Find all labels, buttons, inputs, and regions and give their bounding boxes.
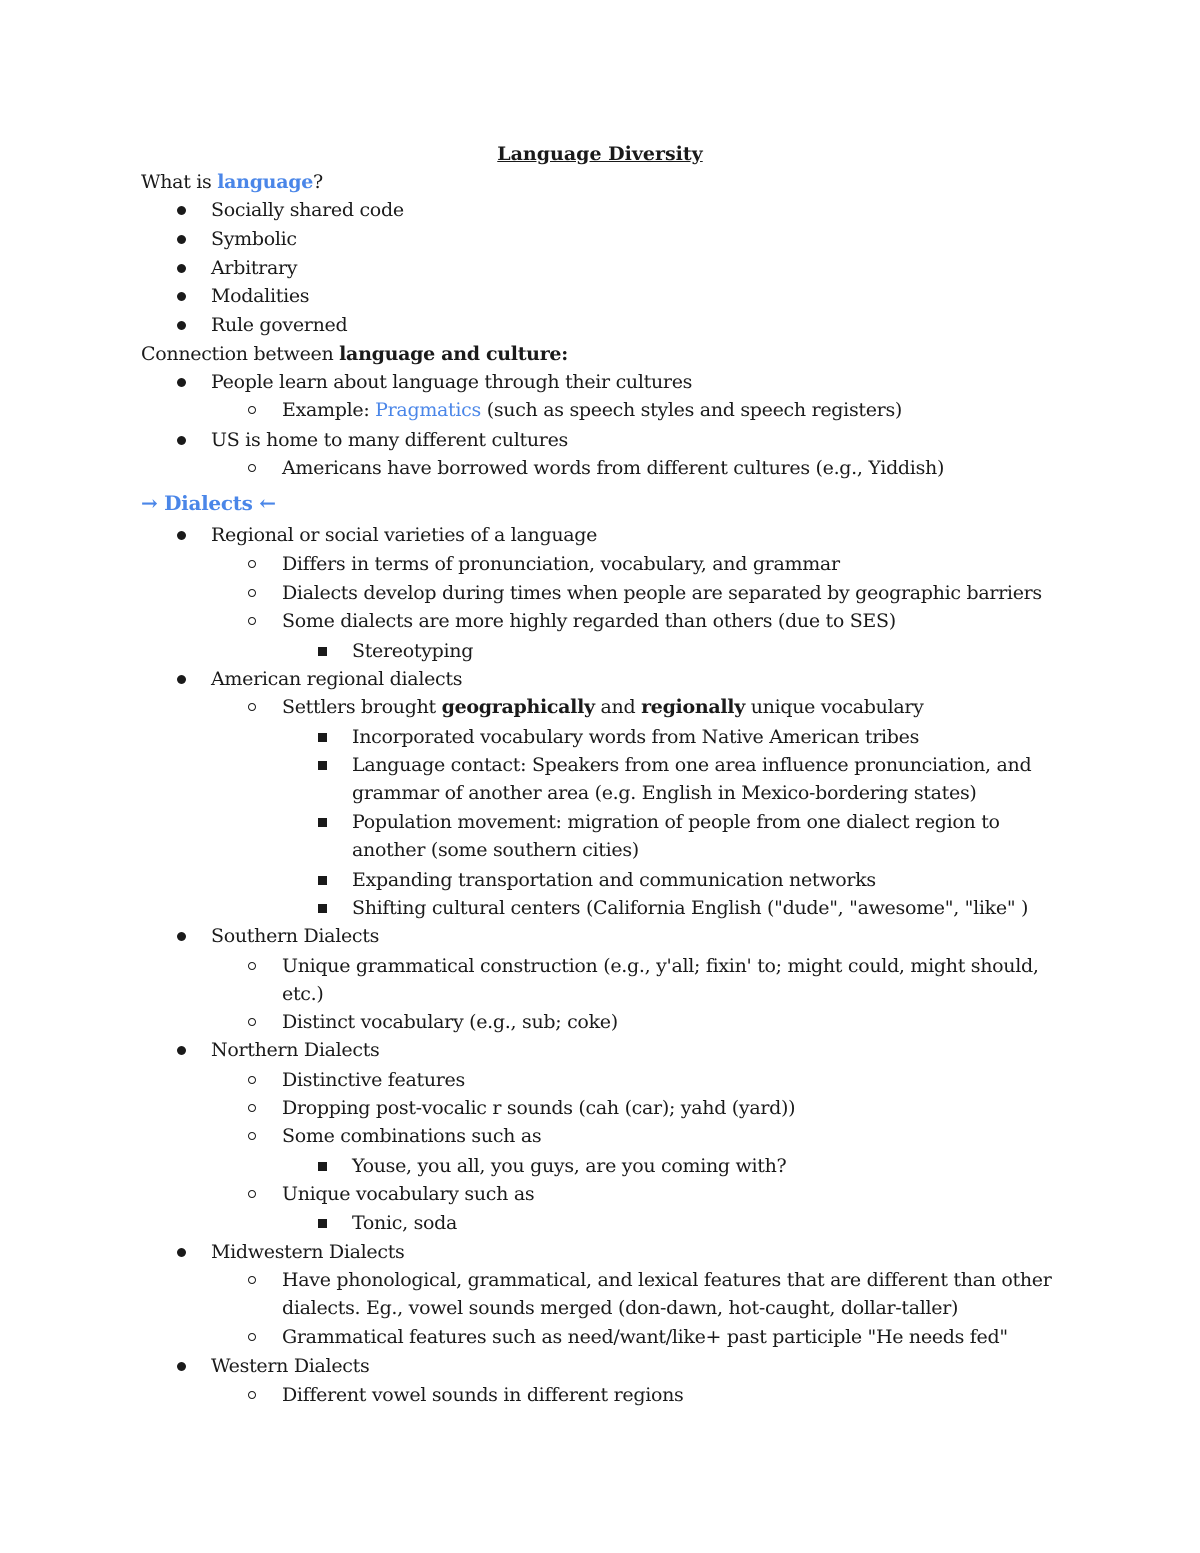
square-bullet-icon — [318, 1219, 327, 1228]
list-item: Different vowel sounds in different regions — [282, 1384, 684, 1406]
circle-bullet-icon — [248, 1333, 256, 1341]
square-bullet-icon — [318, 904, 327, 913]
circle-bullet-icon — [248, 1276, 256, 1284]
list-item: Incorporated vocabulary words from Native American tribes — [352, 726, 920, 748]
list-item: People learn about language through their cultures — [211, 371, 693, 393]
settlers-bold-2: regionally — [641, 696, 745, 718]
list-item: Shifting cultural centers (California English ("dude", "awesome", "like" ) — [352, 897, 1029, 919]
list-item: Symbolic — [211, 228, 297, 250]
bullet-icon — [177, 206, 186, 215]
circle-bullet-icon — [248, 617, 256, 625]
circle-bullet-icon — [248, 1018, 256, 1026]
list-item: Expanding transportation and communication networks — [352, 869, 876, 891]
list-item: Unique grammatical construction (e.g., y'all; fixin' to; might could, might should, — [282, 955, 1039, 977]
circle-bullet-icon — [248, 1190, 256, 1198]
list-item: Rule governed — [211, 314, 348, 336]
circle-bullet-icon — [248, 1076, 256, 1084]
list-item: Southern Dialects — [211, 925, 380, 947]
list-item: Americans have borrowed words from different cultures (e.g., Yiddish) — [282, 457, 945, 479]
bullet-icon — [177, 675, 186, 684]
circle-bullet-icon — [248, 1132, 256, 1140]
list-item: Dropping post-vocalic r sounds (cah (car); yahd (yard)) — [282, 1097, 796, 1119]
list-item: Midwestern Dialects — [211, 1241, 405, 1263]
bullet-icon — [177, 1046, 186, 1055]
example-prefix: Example: — [282, 399, 376, 421]
square-bullet-icon — [318, 761, 327, 770]
square-bullet-icon — [318, 1162, 327, 1171]
list-item: Socially shared code — [211, 199, 404, 221]
list-item: Differs in terms of pronunciation, vocabulary, and grammar — [282, 553, 840, 575]
settlers-bold-1: geographically — [441, 696, 595, 718]
list-item: Distinctive features — [282, 1069, 465, 1091]
bullet-icon — [177, 932, 186, 941]
settlers-suffix: unique vocabulary — [744, 696, 924, 718]
settlers-prefix: Settlers brought — [282, 696, 442, 718]
what-is-prefix: What is — [141, 171, 218, 193]
list-item-continuation: dialects. Eg., vowel sounds merged (don-dawn, hot-caught, dollar-taller) — [282, 1297, 959, 1319]
list-item: Unique vocabulary such as — [282, 1183, 535, 1205]
list-item — [282, 396, 902, 424]
bullet-icon — [177, 436, 186, 445]
circle-bullet-icon — [248, 406, 256, 414]
page-title: Language Diversity — [497, 143, 703, 165]
circle-bullet-icon — [248, 703, 256, 711]
connection-bold: language and culture: — [339, 343, 568, 365]
list-item: Modalities — [211, 285, 310, 307]
what-is-language-line — [141, 168, 323, 196]
square-bullet-icon — [318, 876, 327, 885]
list-item: Distinct vocabulary (e.g., sub; coke) — [282, 1011, 618, 1033]
connection-prefix: Connection between — [141, 343, 340, 365]
list-item: American regional dialects — [211, 668, 463, 690]
list-item: Western Dialects — [211, 1355, 370, 1377]
list-item — [282, 693, 924, 721]
circle-bullet-icon — [248, 589, 256, 597]
list-item: Tonic, soda — [352, 1212, 458, 1234]
circle-bullet-icon — [248, 464, 256, 472]
list-item: Dialects develop during times when people are separated by geographic barriers — [282, 582, 1042, 604]
circle-bullet-icon — [248, 1104, 256, 1112]
bullet-icon — [177, 378, 186, 387]
dialects-heading: → Dialects ← — [141, 491, 276, 515]
list-item-continuation: etc.) — [282, 983, 324, 1005]
list-item: Stereotyping — [352, 640, 474, 662]
bullet-icon — [177, 531, 186, 540]
circle-bullet-icon — [248, 560, 256, 568]
list-item: Youse, you all, you guys, are you coming with? — [352, 1155, 787, 1177]
bullet-icon — [177, 292, 186, 301]
language-term: language — [217, 171, 313, 193]
square-bullet-icon — [318, 733, 327, 742]
list-item: Grammatical features such as need/want/like+ past participle "He needs fed" — [282, 1326, 1008, 1348]
list-item: Northern Dialects — [211, 1039, 380, 1061]
list-item-continuation: another (some southern cities) — [352, 839, 639, 861]
list-item-continuation: grammar of another area (e.g. English in Mexico-bordering states) — [352, 782, 977, 804]
bullet-icon — [177, 264, 186, 273]
circle-bullet-icon — [248, 1391, 256, 1399]
list-item: Some combinations such as — [282, 1125, 542, 1147]
list-item: Population movement: migration of people from one dialect region to — [352, 811, 1000, 833]
list-item: Regional or social varieties of a language — [211, 524, 598, 546]
bullet-icon — [177, 1248, 186, 1257]
pragmatics-term: Pragmatics — [375, 399, 481, 421]
circle-bullet-icon — [248, 962, 256, 970]
example-rest: (such as speech styles and speech registers) — [480, 399, 903, 421]
square-bullet-icon — [318, 818, 327, 827]
settlers-mid: and — [594, 696, 642, 718]
bullet-icon — [177, 235, 186, 244]
connection-heading — [141, 340, 568, 368]
bullet-icon — [177, 321, 186, 330]
bullet-icon — [177, 1362, 186, 1371]
list-item: US is home to many different cultures — [211, 429, 568, 451]
what-is-suffix: ? — [312, 171, 323, 193]
list-item: Have phonological, grammatical, and lexical features that are different than other — [282, 1269, 1052, 1291]
list-item: Language contact: Speakers from one area influence pronunciation, and — [352, 754, 1032, 776]
list-item: Some dialects are more highly regarded than others (due to SES) — [282, 610, 896, 632]
square-bullet-icon — [318, 647, 327, 656]
list-item: Arbitrary — [211, 257, 298, 279]
